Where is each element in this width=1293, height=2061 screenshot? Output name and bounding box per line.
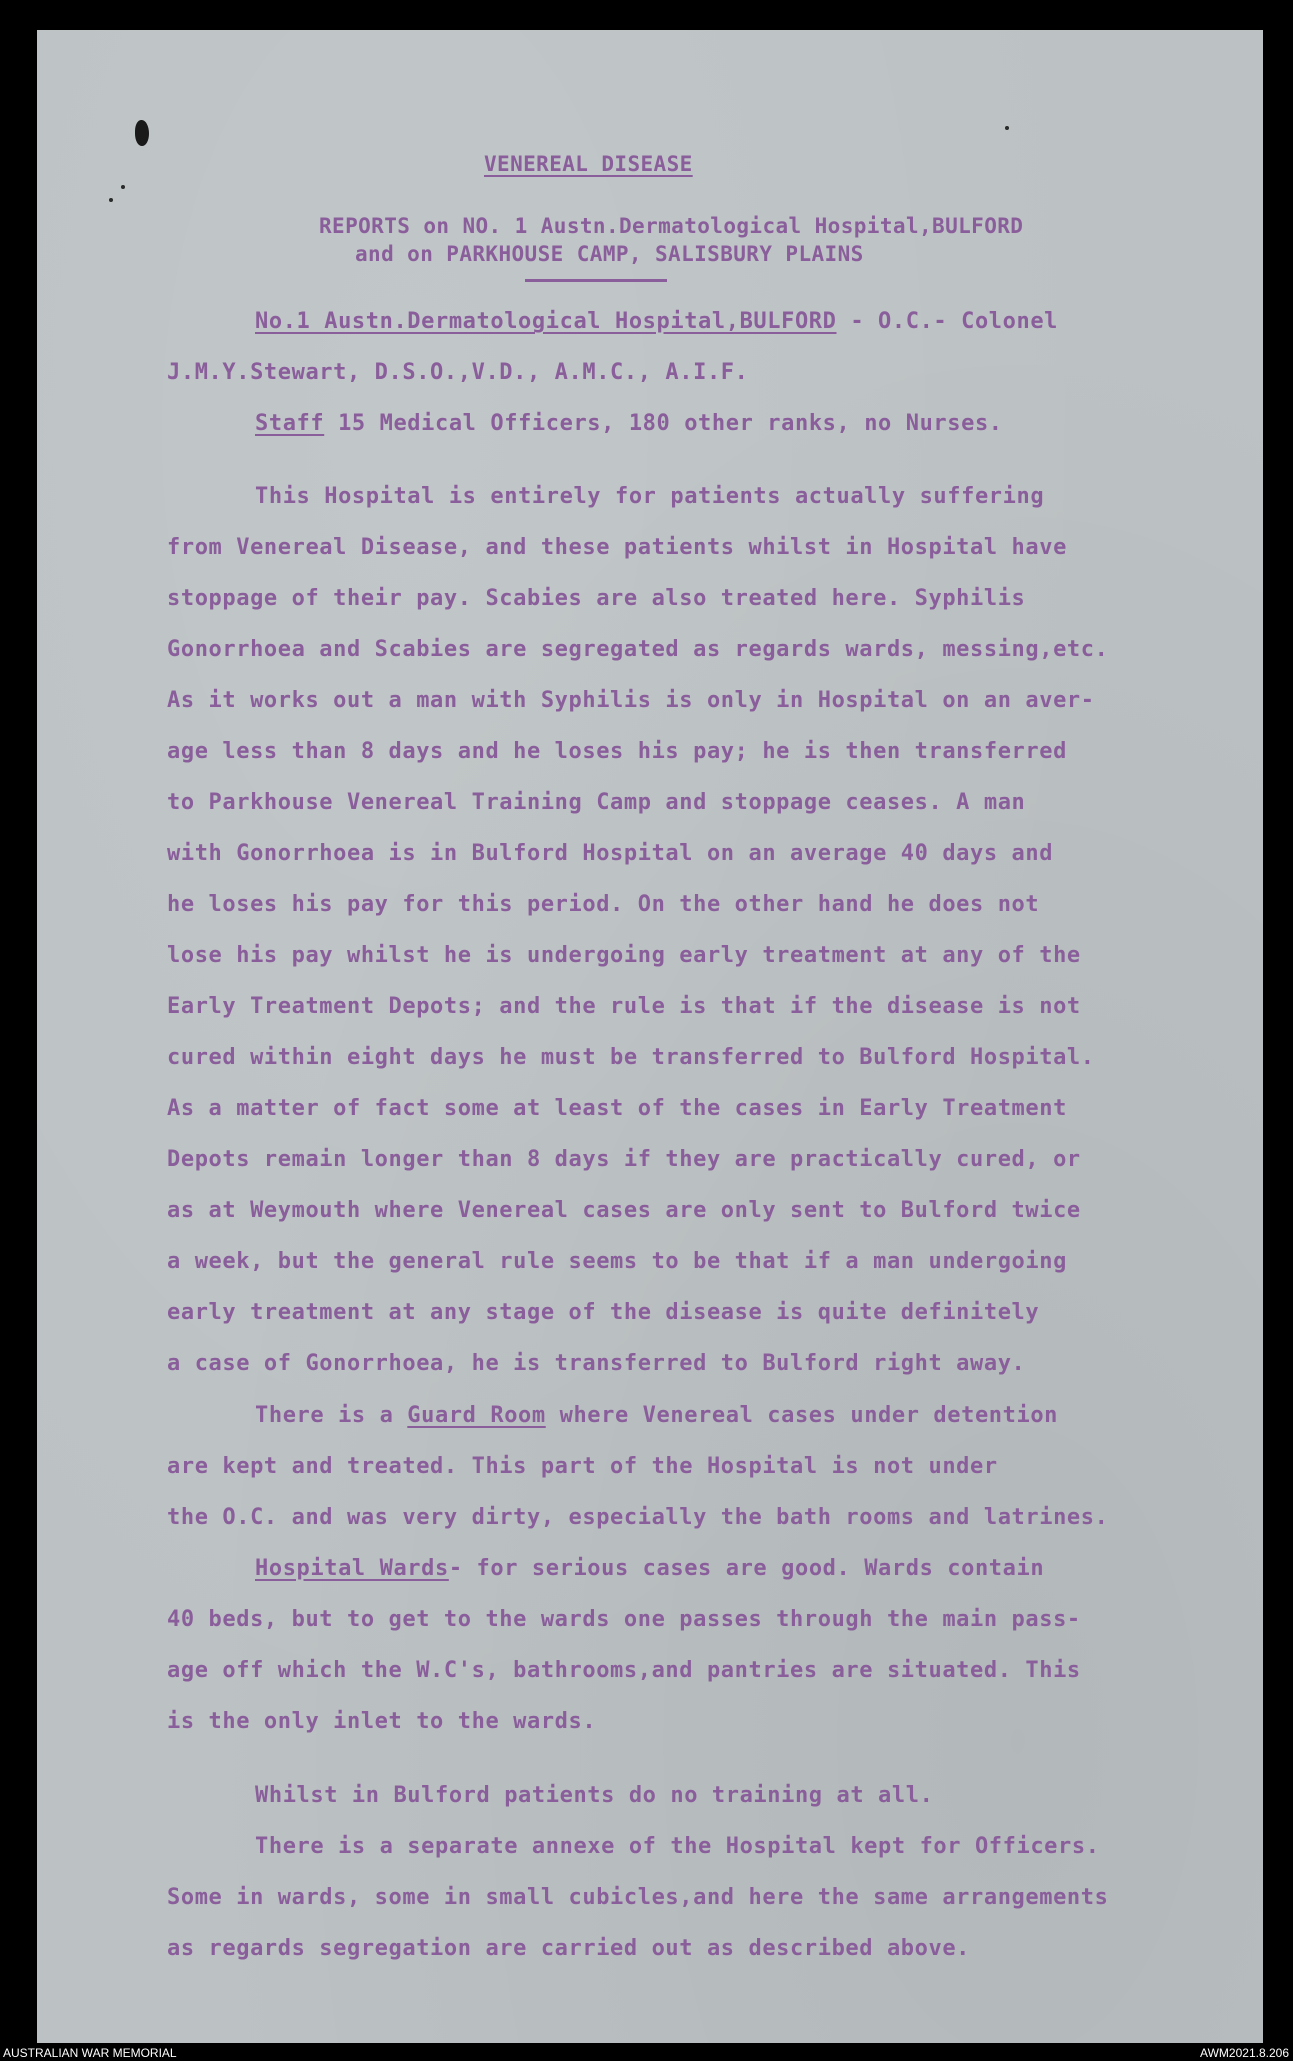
- paragraph-line: from Venereal Disease, and these patients whilst in Hospital have: [167, 535, 1067, 560]
- hospital-wards-label: Hospital Wards: [255, 1556, 449, 1581]
- ink-speck: [121, 185, 125, 189]
- paragraph-line: age less than 8 days and he loses his pay; he is then transferred: [167, 739, 1067, 764]
- hospital-wards-line: [255, 1555, 1044, 1583]
- paragraph-line: stoppage of their pay. Scabies are also treated here. Syphilis: [167, 586, 1026, 611]
- archive-reference: AWM2021.8.206: [1200, 2046, 1289, 2060]
- ink-speck: [1005, 126, 1009, 130]
- staff-line: [255, 410, 1003, 438]
- subtitle-line-1: REPORTS on NO. 1 Austn.Dermatological Hospital,BULFORD: [319, 214, 1024, 238]
- document-title: [484, 150, 693, 178]
- paragraph-line: This Hospital is entirely for patients actually suffering: [255, 484, 1045, 509]
- subtitle-line-2: and on PARKHOUSE CAMP, SALISBURY PLAINS: [355, 242, 864, 266]
- paragraph-line: is the only inlet to the wards.: [167, 1709, 597, 1734]
- paragraph-line: as at Weymouth where Venereal cases are only sent to Bulford twice: [167, 1198, 1081, 1223]
- paragraph-line: a case of Gonorrhoea, he is transferred to Bulford right away.: [167, 1351, 1026, 1376]
- paragraph-line: cured within eight days he must be transferred to Bulford Hospital.: [167, 1045, 1095, 1070]
- commanding-officer: J.M.Y.Stewart, D.S.O.,V.D., A.M.C., A.I.F.: [167, 360, 749, 385]
- paragraph-line: early treatment at any stage of the disease is quite definitely: [167, 1300, 1040, 1325]
- paragraph-line: Gonorrhoea and Scabies are segregated as regards wards, messing,etc.: [167, 637, 1109, 662]
- paragraph-line: Depots remain longer than 8 days if they are practically cured, or: [167, 1147, 1081, 1172]
- hospital-heading-label: No.1 Austn.Dermatological Hospital,BULFORD: [255, 309, 837, 334]
- title-text: VENEREAL DISEASE: [484, 152, 693, 176]
- paragraph-line: As it works out a man with Syphilis is only in Hospital on an aver-: [167, 688, 1095, 713]
- paper-sheet: [37, 30, 1263, 2043]
- paragraph-line: to Parkhouse Venereal Training Camp and stoppage ceases. A man: [167, 790, 1026, 815]
- training-line: Whilst in Bulford patients do no training at all.: [255, 1783, 934, 1808]
- paragraph-line: Early Treatment Depots; and the rule is that if the disease is not: [167, 994, 1081, 1019]
- hospital-heading: [255, 308, 1058, 336]
- paragraph-line: with Gonorrhoea is in Bulford Hospital on an average 40 days and: [167, 841, 1054, 866]
- paragraph-line: a week, but the general rule seems to be that if a man undergoing: [167, 1249, 1067, 1274]
- ink-speck: [109, 198, 113, 202]
- paragraph-line: the O.C. and was very dirty, especially the bath rooms and latrines.: [167, 1505, 1109, 1530]
- paragraph-line: As a matter of fact some at least of the cases in Early Treatment: [167, 1096, 1067, 1121]
- hospital-heading-rest: - O.C.- Colonel: [836, 309, 1059, 334]
- guard-room-line: [255, 1402, 1058, 1430]
- subtitle-rule: [525, 279, 667, 282]
- paragraph-line: lose his pay whilst he is undergoing early treatment at any of the: [167, 943, 1081, 968]
- staff-text: 15 Medical Officers, 180 other ranks, no Nurses.: [324, 411, 1003, 436]
- ink-blot: [135, 120, 149, 146]
- archive-credit: AUSTRALIAN WAR MEMORIAL: [3, 2046, 177, 2060]
- guard-room-rest: where Venereal cases under detention: [545, 1403, 1059, 1428]
- paragraph-line: age off which the W.C's, bathrooms,and pantries are situated. This: [167, 1658, 1081, 1683]
- paragraph-line: There is a separate annexe of the Hospital kept for Officers.: [255, 1834, 1100, 1859]
- staff-label: Staff: [255, 411, 325, 436]
- paragraph-line: he loses his pay for this period. On the other hand he does not: [167, 892, 1040, 917]
- hospital-wards-rest: - for serious cases are good. Wards contain: [448, 1556, 1045, 1581]
- guard-room-label: Guard Room: [407, 1403, 546, 1428]
- paragraph-line: Some in wards, some in small cubicles,and here the same arrangements: [167, 1885, 1109, 1910]
- paragraph-line: as regards segregation are carried out as described above.: [167, 1936, 971, 1961]
- guard-room-prefix: There is a: [255, 1403, 408, 1428]
- paragraph-line: are kept and treated. This part of the Hospital is not under: [167, 1454, 998, 1479]
- paragraph-line: 40 beds, but to get to the wards one passes through the main pass-: [167, 1607, 1081, 1632]
